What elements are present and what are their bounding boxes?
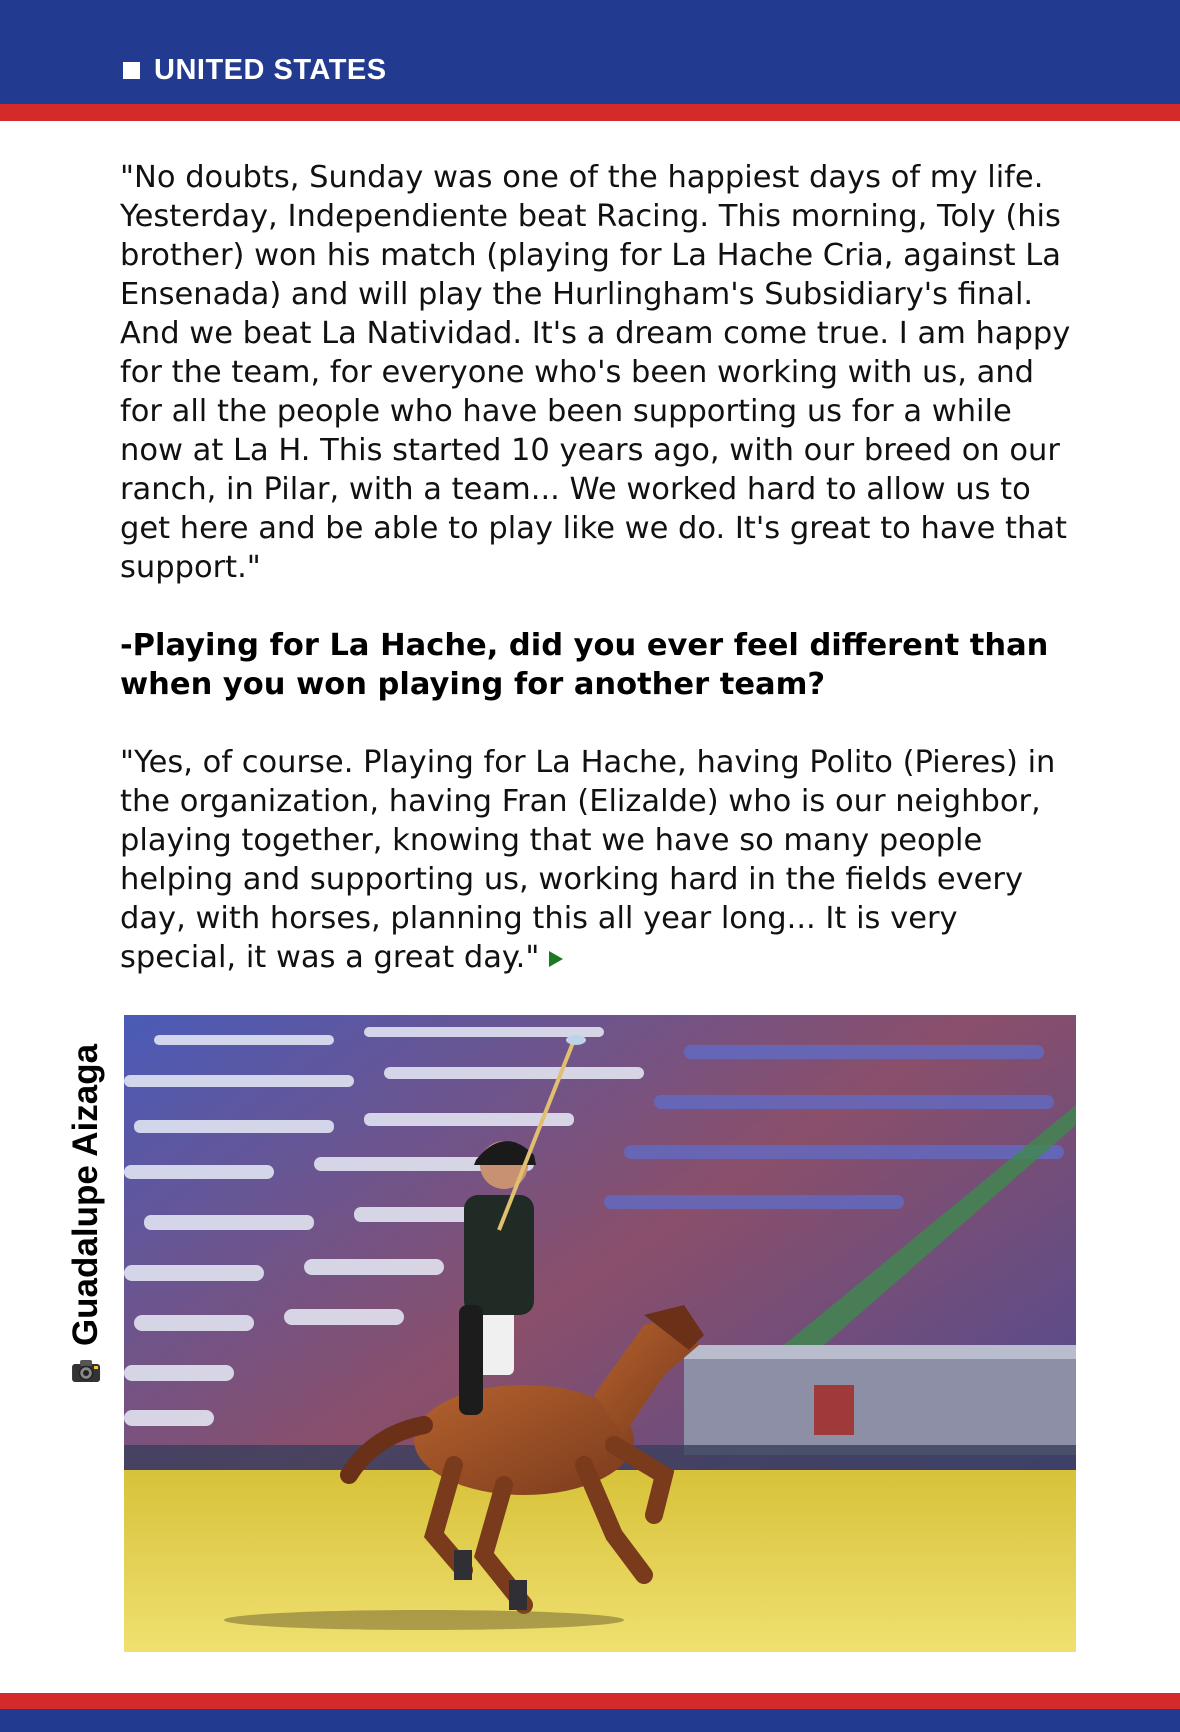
quote-paragraph-2 [120, 743, 1080, 977]
section-label [123, 50, 387, 90]
interview-question: -Playing for La Hache, did you ever feel different than when you won playing for another team? [120, 628, 1049, 702]
triangle-end-icon [549, 951, 563, 967]
photo-credit-name: Guadalupe Aizaga [66, 1043, 106, 1347]
article-body [120, 158, 1080, 977]
quote-paragraph-2-text: "Yes, of course. Playing for La Hache, having Polito (Pieres) in the organization, having Fran (Elizalde) who is our neighbor, playing together, knowing that we have so many people helping and supporting us, working hard in the fields every day, with horses, planning this all year long... It is very special, it was a great day." [120, 745, 1056, 975]
polo-photo [124, 1015, 1076, 1652]
polo-player-image [124, 1015, 1076, 1652]
footer-band [0, 1709, 1180, 1732]
section-title: UNITED STATES [154, 53, 387, 86]
camera-icon [71, 1359, 101, 1383]
quote-paragraph-1: "No doubts, Sunday was one of the happiest days of my life. Yesterday, Independiente beat Racing. This morning, Toly (his brother) won his match (playing for La Hache Cria, against La Ensenada) and will play the Hurlingham's Subsidiary's final. And we beat La Natividad. It's a dream come true. I am happy for the team, for everyone who's been working with us, and for all the people who have been supporting us for a while now at La H. This started 10 years ago, with our breed on our ranch, in Pilar, with a team... We worked hard to allow us to get here and be able to play like we do. It's great to have that support." [120, 160, 1071, 585]
header-stripe [0, 104, 1180, 121]
photo-credit [62, 1015, 110, 1415]
footer-stripe [0, 1693, 1180, 1709]
square-bullet-icon [123, 62, 140, 79]
